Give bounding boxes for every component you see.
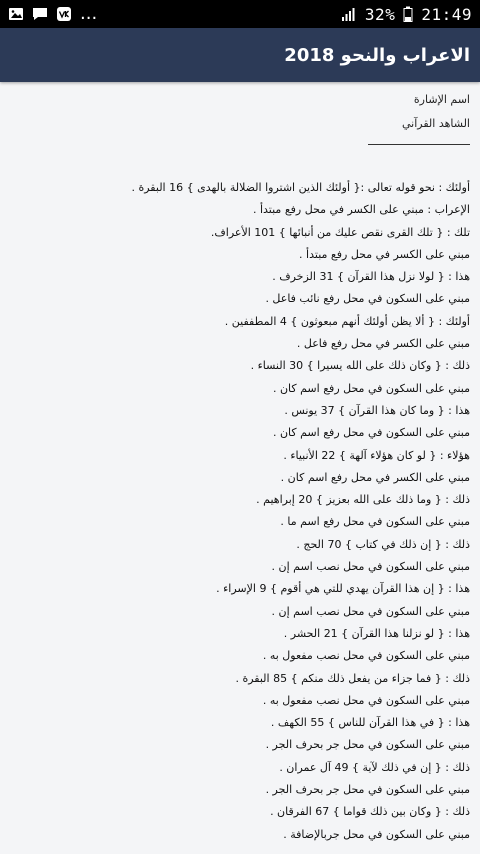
example-line: هذا : { لولا نزل هذا القرآن } 31 الزخرف . [272,270,470,284]
example-line: تلك : { تلك القرى نقص عليك من أنبائها } 101 الأعراف. [210,225,470,239]
parsing-line: مبني على السكون في محل جربالإضافة . [283,827,470,841]
example-line: أولئك : { ألا يظن أولئك أنهم مبعوثون } 4 المطففين . [224,314,470,328]
signal-icon [341,6,357,22]
parsing-line: مبني على السكون في محل رفع اسم ما . [280,515,470,529]
example-line: ذلك : { إن في ذلك لآية } 49 آل عمران . [279,760,470,774]
system-indicators [341,5,472,24]
parsing-line: الإعراب : مبني على الكسر في محل رفع مبتدأ . [252,203,470,217]
example-line: هذا : { إن هذا القرآن يهدي للتي هي أقوم } 9 الإسراء . [216,582,470,596]
notification-icons [8,3,98,24]
parsing-line: مبني على السكون في محل رفع اسم كان . [272,381,470,395]
parsing-line: مبني على السكون في محل نصب اسم إن . [271,604,470,618]
parsing-line: مبني على الكسر في محل رفع مبتدأ . [299,247,470,261]
clock: 21:49 [421,4,472,24]
message-icon [32,6,48,22]
example-line: ذلك : { فما جزاء من يفعل ذلك منكم } 85 البقرة . [235,671,470,685]
example-line: أولئك : نحو قوله تعالى :{ أولئك الذين اشتروا الضلالة بالهدى } 16 البقرة . [131,181,470,194]
status-bar [0,0,480,28]
app-bar [0,28,480,82]
vk-icon [56,6,72,22]
example-line: هذا : { وما كان هذا القرآن } 37 يونس . [284,403,470,417]
parsing-line: مبني على السكون في محل نصب اسم إن . [271,560,470,574]
parsing-line: مبني على السكون في محل نصب مفعول به . [262,693,470,707]
example-line: ذلك : { وما ذلك على الله بعزيز } 20 إبراهيم . [256,493,470,507]
example-line: هذا : { في هذا القرآن للناس } 55 الكهف . [270,716,470,730]
parsing-line: مبني على السكون في محل نصب مفعول به . [262,649,470,663]
example-lines [10,177,470,846]
example-line: ذلك : { وكان ذلك على الله يسيرا } 30 النساء . [250,359,470,373]
parsing-line: مبني على السكون في محل رفع نائب فاعل . [265,292,470,306]
example-line: ذلك : { إن ذلك في كتاب } 70 الحج . [296,537,470,551]
parsing-line: مبني على الكسر في محل رفع فاعل . [296,337,470,351]
parsing-line: مبني على السكون في محل جر بحرف الجر . [265,783,470,797]
example-line: هذا : { لو نزلنا هذا القرآن } 21 الحشر . [283,626,470,640]
battery-percent: 32% [364,4,396,24]
section-label: الشاهد القرآني [402,117,470,130]
example-line: هؤلاء : { لو كان هؤلاء آلهة } 22 الأنبياء . [283,448,470,462]
divider [368,144,470,145]
article-content[interactable] [0,82,480,854]
image-icon [8,6,24,22]
parsing-line: مبني على السكون في محل رفع اسم كان . [272,426,470,440]
topic-label: اسم الإشارة [413,93,470,106]
battery-icon [403,6,413,22]
example-line: ذلك : { وكان بين ذلك قواما } 67 الفرقان . [270,805,470,819]
parsing-line: مبني على الكسر في محل رفع اسم كان . [280,470,470,484]
more-indicator: ... [80,3,98,24]
app-title: الاعراب والنحو 2018 [284,44,470,66]
parsing-line: مبني على السكون في محل جر بحرف الجر . [265,738,470,752]
